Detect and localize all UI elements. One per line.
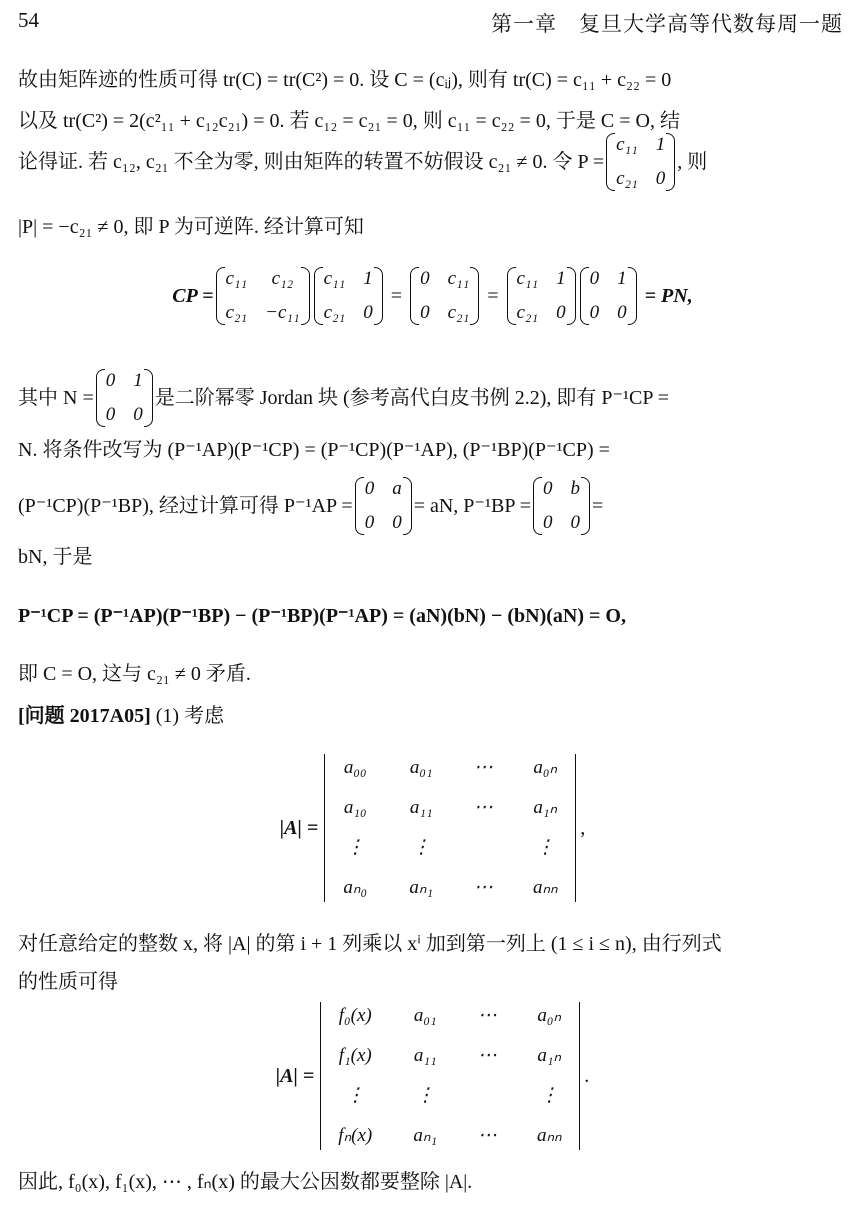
matrix: [314, 265, 383, 327]
text-span: 论得证. 若 c₁₂, c₂₁ 不全为零, 则由矩阵的转置不妨假设 c₂₁ ≠ 0. 令 P =: [18, 151, 605, 173]
determinant: [320, 1002, 580, 1150]
matrix-cell: 0: [392, 512, 402, 533]
matrix-cell: 0: [556, 302, 566, 323]
det-cell: a₁₁: [409, 797, 433, 818]
matrix-grid: [616, 131, 665, 193]
matrix: [216, 265, 310, 327]
matrix-cell: 1: [556, 268, 566, 289]
det-cell: ⋮: [411, 837, 431, 858]
matrix-cell: c₁₁: [616, 134, 638, 155]
text-line: 对任意给定的整数 x, 将 |A| 的第 i + 1 列乘以 xⁱ 加到第一列上 (1 ≤ i ≤ n), 由行列式: [18, 933, 722, 955]
matrix-cell: a: [392, 478, 402, 499]
det-cell: f₀(x): [338, 1005, 372, 1026]
matrix-B: [533, 475, 590, 537]
matrix-cell: 0: [420, 268, 430, 289]
eq-rhs: = PN,: [644, 285, 693, 307]
det-cell: aₙ₁: [409, 877, 434, 898]
matrix-cell: 0: [364, 478, 375, 499]
det-cell: aₙ₀: [343, 877, 368, 898]
matrix-cell: c₂₁: [323, 302, 346, 323]
text-line: [18, 134, 843, 190]
det-cell: ⋮: [345, 1085, 365, 1106]
det-cell: a₁₁: [413, 1045, 437, 1066]
equation-CP: [0, 258, 865, 334]
matrix-cell: 0: [364, 512, 375, 533]
matrix-cell: c₂₁: [447, 302, 470, 323]
matrix-cell: 0: [617, 302, 627, 323]
matrix-P: [606, 131, 675, 193]
matrix-cell: c₂₁: [225, 302, 248, 323]
matrix-cell: c₁₂: [271, 268, 294, 289]
det-lhs: |A| =: [279, 817, 319, 839]
det-cell: [463, 834, 503, 862]
determinant-A: [0, 748, 865, 908]
matrix-cell: 0: [105, 404, 116, 425]
matrix-cell: b: [570, 478, 580, 499]
det-grid: [327, 1002, 573, 1150]
det-cell: ⋯: [477, 1045, 497, 1066]
text-line: [18, 468, 843, 544]
text-line: bN, 于是: [18, 546, 93, 568]
problem-heading: [18, 702, 843, 730]
equals-sign: =: [390, 285, 403, 307]
equation-commutator: P⁻¹CP = (P⁻¹AP)(P⁻¹BP) − (P⁻¹BP)(P⁻¹AP) = (aN)(bN) − (bN)(aN) = O,: [18, 605, 626, 627]
det-cell: a₁ₙ: [533, 797, 558, 818]
matrix: [507, 265, 576, 327]
det-tail: ,: [580, 817, 586, 839]
det-cell: ⋯: [473, 797, 493, 818]
det-grid: [331, 754, 569, 902]
det-cell: a₁₀: [343, 797, 367, 818]
matrix-N: [96, 367, 153, 429]
problem-text: (1) 考虑: [150, 705, 225, 727]
det-cell: ⋯: [473, 757, 493, 778]
matrix-A: [355, 475, 412, 537]
text-span: =: [591, 495, 604, 517]
det-cell: ⋯: [473, 877, 493, 898]
matrix-cell: 0: [655, 168, 666, 189]
det-cell: a₀₁: [409, 757, 433, 778]
matrix-cell: 1: [133, 370, 143, 391]
matrix-cell: 0: [542, 512, 553, 533]
det-cell: ⋮: [539, 1085, 559, 1106]
det-cell: aₙₙ: [536, 1125, 562, 1146]
matrix-cell: 1: [617, 268, 627, 289]
matrix-cell: 0: [542, 478, 553, 499]
matrix-cell: 0: [589, 268, 600, 289]
matrix: [580, 265, 637, 327]
running-title: 第一章 复旦大学高等代数每周一题: [491, 12, 843, 36]
text-line: 故由矩阵迹的性质可得 tr(C) = tr(C²) = 0. 设 C = (cᵢⱼ), 则有 tr(C) = c₁₁ + c₂₂ = 0: [18, 69, 672, 91]
det-cell: aₙ₁: [413, 1125, 438, 1146]
det-cell: ⋯: [477, 1125, 497, 1146]
text-line: 因此, f₀(x), f₁(x), ⋯ , fₙ(x) 的最大公因数都要整除 |A|.: [18, 1171, 473, 1193]
text-line: |P| = −c₂₁ ≠ 0, 即 P 为可逆阵. 经计算可知: [18, 216, 364, 238]
matrix-cell: c₁₁: [225, 268, 248, 289]
matrix-cell: 1: [655, 134, 666, 155]
equals-sign: =: [487, 285, 499, 307]
matrix-cell: c₁₁: [447, 268, 470, 289]
page-number: 54: [18, 8, 39, 32]
text-line: 即 C = O, 这与 c₂₁ ≠ 0 矛盾.: [18, 663, 251, 685]
det-cell: a₀ₙ: [533, 757, 558, 778]
eq-lhs: CP =: [172, 285, 214, 307]
text-line: [18, 360, 843, 436]
determinant-A-transformed: [0, 998, 865, 1154]
det-cell: aₙₙ: [532, 877, 558, 898]
matrix-cell: c₁₁: [323, 268, 346, 289]
matrix-cell: c₂₁: [516, 302, 539, 323]
determinant: [324, 754, 576, 902]
det-cell: ⋮: [345, 837, 365, 858]
text-span: , 则: [677, 151, 708, 173]
matrix-cell: 0: [570, 512, 580, 533]
det-cell: f₁(x): [338, 1045, 372, 1066]
matrix-cell: 0: [589, 302, 600, 323]
matrix-cell: −c₁₁: [265, 302, 300, 323]
det-cell: ⋯: [477, 1005, 497, 1026]
det-cell: [467, 1082, 507, 1110]
matrix: [410, 265, 479, 327]
matrix-cell: 0: [420, 302, 430, 323]
det-cell: ⋮: [415, 1085, 435, 1106]
text-line: 以及 tr(C²) = 2(c²₁₁ + c₁₂c₂₁) = 0. 若 c₁₂ = c₂₁ = 0, 则 c₁₁ = c₂₂ = 0, 于是 C = O, 结: [18, 110, 680, 132]
problem-label: [问题 2017A05]: [18, 705, 151, 727]
det-cell: ⋮: [535, 837, 555, 858]
det-cell: a₀₀: [343, 757, 367, 778]
text-span: 是二阶幂零 Jordan 块 (参考高代白皮书例 2.2), 即有 P⁻¹CP =: [154, 387, 670, 409]
matrix-cell: 0: [105, 370, 116, 391]
matrix-cell: c₂₁: [616, 168, 638, 189]
det-cell: fₙ(x): [338, 1125, 373, 1146]
text-line: 的性质可得: [18, 971, 118, 993]
det-tail: .: [584, 1065, 590, 1087]
matrix-cell: 0: [133, 404, 143, 425]
det-cell: a₁ₙ: [537, 1045, 562, 1066]
matrix-cell: 1: [363, 268, 373, 289]
text-line: N. 将条件改写为 (P⁻¹AP)(P⁻¹CP) = (P⁻¹CP)(P⁻¹AP), (P⁻¹BP)(P⁻¹CP) =: [18, 439, 610, 461]
det-cell: a₀₁: [413, 1005, 437, 1026]
matrix-cell: c₁₁: [516, 268, 539, 289]
text-span: 其中 N =: [18, 387, 94, 409]
text-span: (P⁻¹CP)(P⁻¹BP), 经过计算可得 P⁻¹AP =: [18, 495, 353, 517]
text-span: = aN, P⁻¹BP =: [413, 495, 531, 517]
det-lhs: |A| =: [275, 1065, 315, 1087]
matrix-cell: 0: [363, 302, 373, 323]
det-cell: a₀ₙ: [537, 1005, 562, 1026]
